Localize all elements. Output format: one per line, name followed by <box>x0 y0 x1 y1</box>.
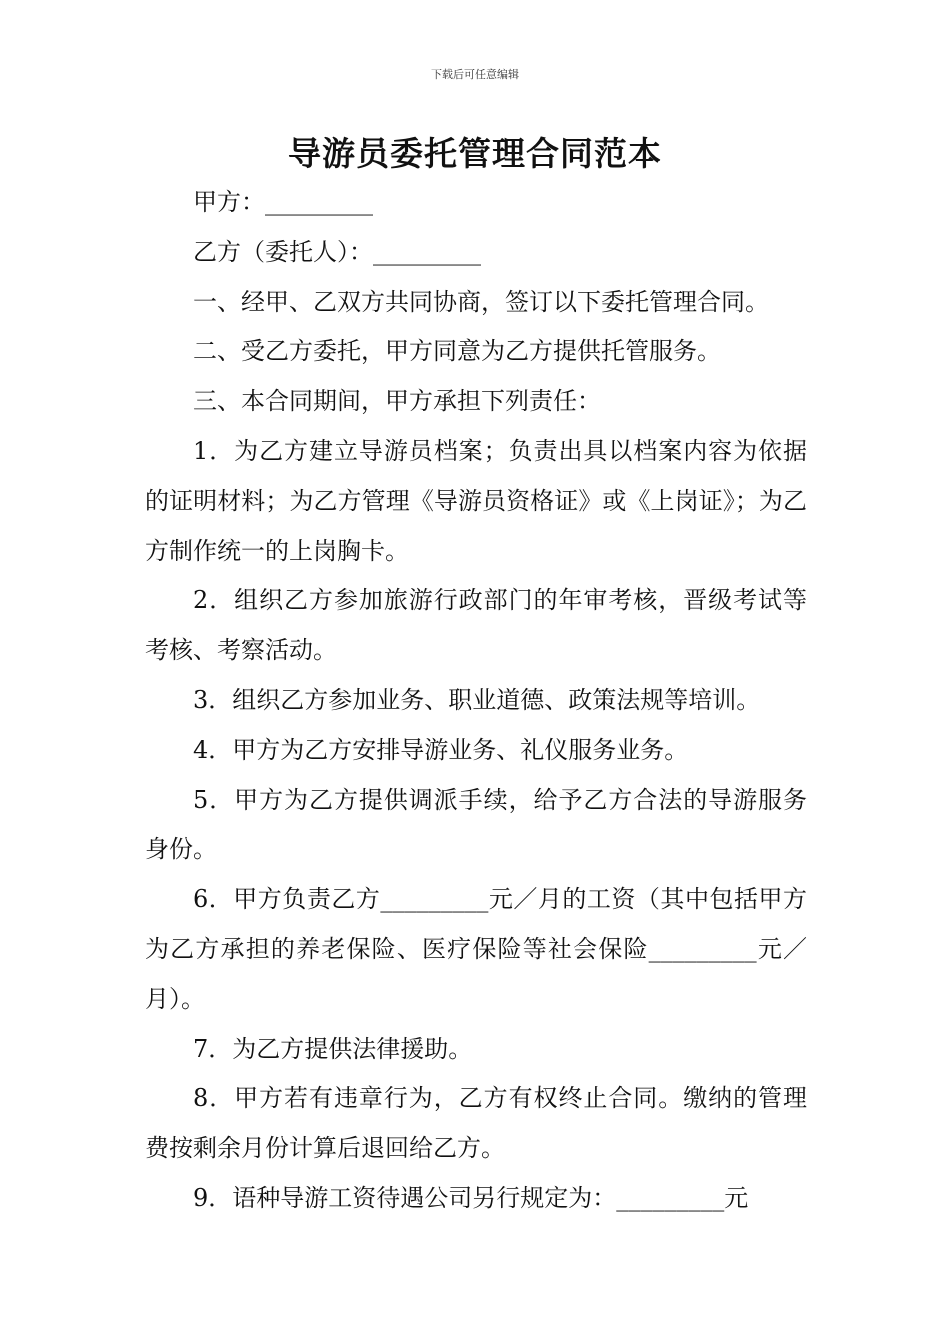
duty-item-2: 2．组织乙方参加旅游行政部门的年审考核，晋级考试等考核、考察活动。 <box>145 586 807 665</box>
duty-item-3: 3．组织乙方参加业务、职业道德、政策法规等培训。 <box>193 685 761 714</box>
duty-item-9: 9．语种导游工资待遇公司另行规定为：_________元 <box>193 1183 749 1212</box>
duty-item-6: 6．甲方负责乙方_________元／月的工资（其中包括甲方为乙方承担的养老保险、医疗保险等社会保险_________元／月）。 <box>145 885 807 1013</box>
duty-item-4: 4．甲方为乙方安排导游业务、礼仪服务业务。 <box>193 735 689 764</box>
duty-item-5: 5．甲方为乙方提供调派手续，给予乙方合法的导游服务身份。 <box>145 785 807 864</box>
party-b-line: 乙方（委托人）：_________ <box>193 237 481 266</box>
clause-1: 一、经甲、乙双方共同协商，签订以下委托管理合同。 <box>193 287 769 316</box>
document-body <box>145 178 807 1224</box>
duty-item-7: 7．为乙方提供法律援助。 <box>193 1034 473 1063</box>
party-a-line: 甲方：_________ <box>193 188 373 216</box>
clause-2: 二、受乙方委托，甲方同意为乙方提供托管服务。 <box>193 337 721 366</box>
header-note: 下载后可任意编辑 <box>431 68 519 81</box>
clause-3-heading: 三、本合同期间，甲方承担下列责任： <box>193 387 601 416</box>
document-title: 导游员委托管理合同范本 <box>288 134 662 173</box>
duty-item-1: 1．为乙方建立导游员档案；负责出具以档案内容为依据的证明材料；为乙方管理《导游员资格证》或《上岗证》；为乙方制作统一的上岗胸卡。 <box>145 436 807 565</box>
duty-item-8: 8．甲方若有违章行为，乙方有权终止合同。缴纳的管理费按剩余月份计算后退回给乙方。 <box>145 1084 807 1163</box>
